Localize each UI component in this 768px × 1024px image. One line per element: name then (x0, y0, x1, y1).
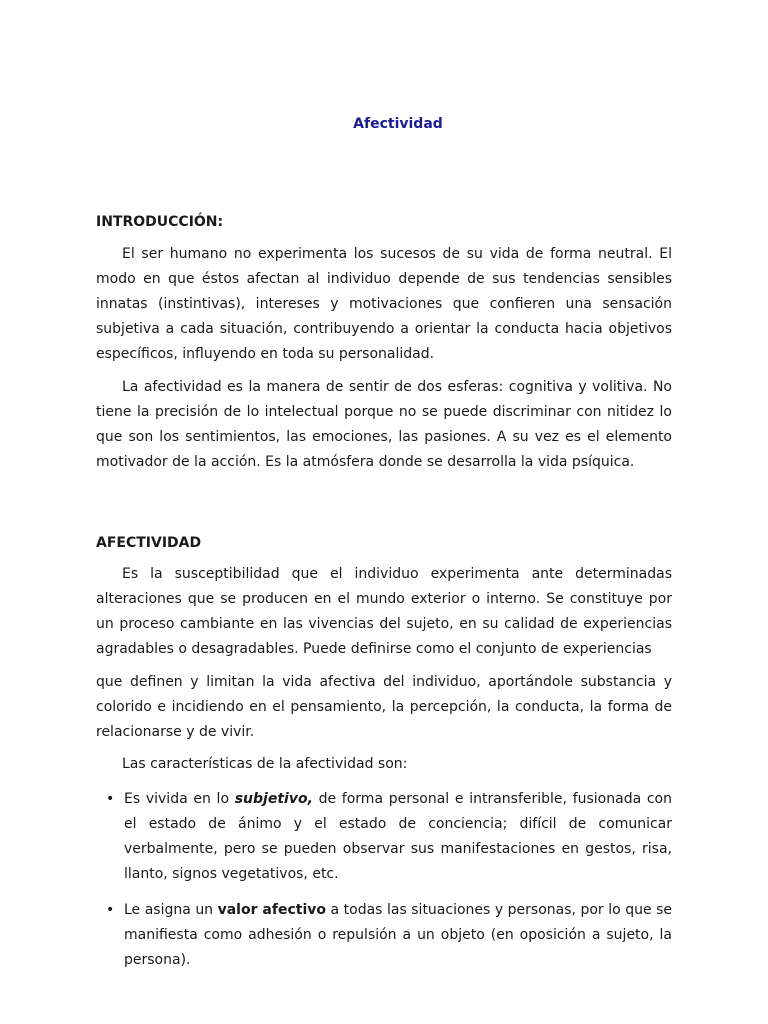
intro-heading: INTRODUCCIÓN: (96, 214, 224, 230)
intro-paragraph-1: El ser humano no experimenta los sucesos de su vida de forma neutral. El modo en que éstos afectan al individuo depende de sus tendencias sensibles innatas (instintivas), intereses y motivaciones que confieren una sensación subjetiva a cada situación, contribuyendo a orientar la conducta hacia objetivos específicos, influyendo en toda su personalidad. (96, 246, 672, 362)
afectividad-paragraph-2: que definen y limitan la vida afectiva del individuo, aportándole substancia y colorido e incidiendo en el pensamiento, la percepción, la conducta, la forma de relacionarse y de vivir. (96, 674, 672, 740)
list-item (96, 787, 672, 887)
bullet-text (124, 787, 672, 887)
intro-paragraph-2: La afectividad es la manera de sentir de dos esferas: cognitiva y volitiva. No tiene la precisión de lo intelectual porque no se puede discriminar con nitidez lo que son los sentimientos, las emociones, las pasiones. A su vez es el elemento motivador de la acción. Es la atmósfera donde se desarrolla la vida psíquica. (96, 379, 672, 470)
bullet-text-after: a todas las situaciones y personas, por lo que se manifiesta como adhesión o repulsión a un objeto (en oposición a sujeto, la persona). (124, 902, 672, 968)
bullet-emphasis: valor afectivo (217, 902, 327, 918)
bullet-icon: • (106, 902, 115, 918)
bullet-emphasis: subjetivo, (234, 791, 313, 807)
bullet-text-before: Es vivida en lo (124, 791, 235, 807)
bullet-text-after: de forma personal e intransferible, fusionada con el estado de ánimo y el estado de conciencia; difícil de comunicar verbalmente, pero se pueden observar sus manifestaciones en gestos, risa, llanto, signos vegetativos, etc. (124, 791, 672, 882)
document-title: Afectividad (353, 116, 443, 132)
list-item (96, 898, 672, 973)
bullet-text-before: Le asigna un (124, 902, 218, 918)
bullet-icon: • (106, 791, 115, 807)
afectividad-heading: AFECTIVIDAD (96, 535, 202, 551)
afectividad-paragraph-1: Es la susceptibilidad que el individuo experimenta ante determinadas alteraciones que se producen en el mundo exterior o interno. Se constituye por un proceso cambiante en las vivencias del sujeto, en su calidad de experiencias agradables o desagradables. Puede definirse como el conjunto de experiencias (96, 566, 672, 657)
characteristics-intro: Las características de la afectividad son: (122, 756, 408, 772)
bullet-text (124, 898, 672, 973)
